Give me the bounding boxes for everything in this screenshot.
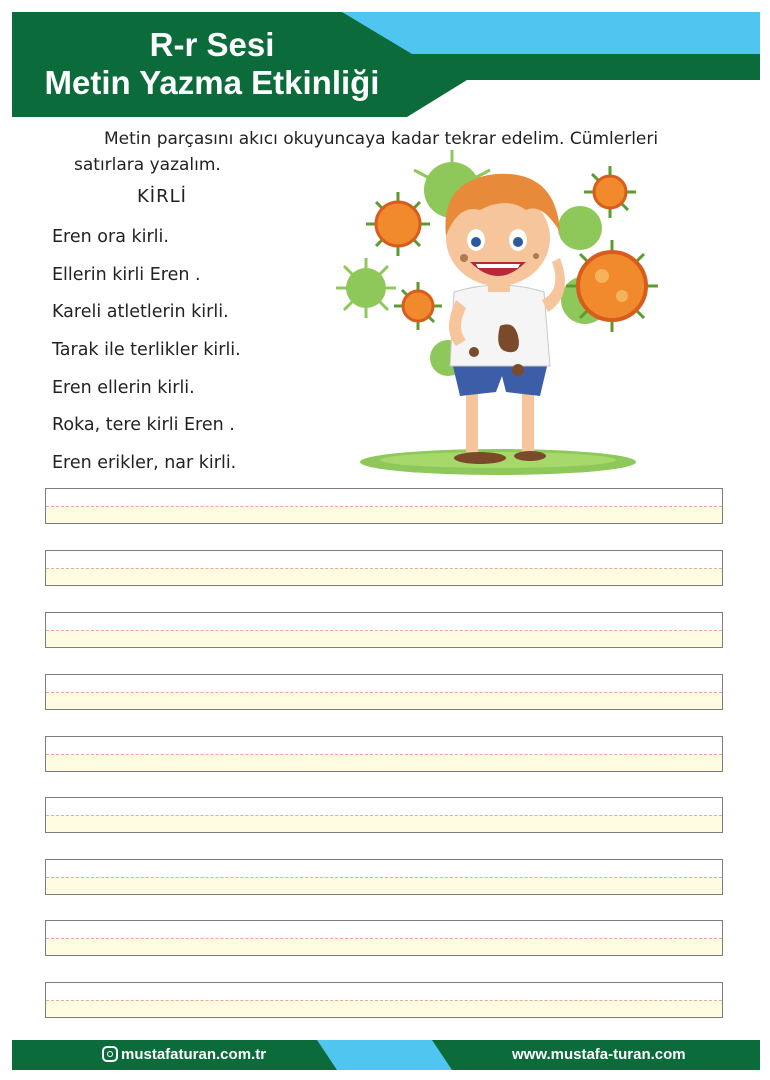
footer-website-link[interactable]: www.mustafa-turan.com bbox=[512, 1046, 686, 1063]
story-text bbox=[52, 223, 241, 487]
writing-line[interactable] bbox=[45, 488, 723, 524]
footer-banner bbox=[12, 1040, 760, 1070]
footer-instagram[interactable] bbox=[102, 1044, 266, 1066]
story-line: Eren ellerin kirli. bbox=[52, 377, 195, 398]
story-line: Roka, tere kirli Eren . bbox=[52, 415, 235, 436]
writing-line[interactable] bbox=[45, 859, 723, 895]
page-title-line-2: Metin Yazma Etkinliği bbox=[44, 64, 380, 101]
dirty-boy-with-germs-illustration bbox=[330, 140, 670, 485]
writing-line[interactable] bbox=[45, 982, 723, 1018]
story-line: Eren erikler, nar kirli. bbox=[52, 453, 237, 474]
writing-line[interactable] bbox=[45, 550, 723, 586]
instagram-icon bbox=[102, 1046, 118, 1062]
story-line: Kareli atletlerin kirli. bbox=[52, 302, 229, 323]
story-title: KİRLİ bbox=[137, 186, 187, 207]
writing-line[interactable] bbox=[45, 920, 723, 956]
writing-line[interactable] bbox=[45, 612, 723, 648]
instruction-text: Metin parçasını akıcı okuyuncaya kadar tekrar edelim. Cümlerleri satırlara yazalım. bbox=[74, 129, 659, 175]
story-line: Ellerin kirli Eren . bbox=[52, 264, 201, 285]
writing-line[interactable] bbox=[45, 797, 723, 833]
writing-line[interactable] bbox=[45, 736, 723, 772]
instagram-handle: mustafaturan.com.tr bbox=[121, 1046, 267, 1063]
story-line: Tarak ile terlikler kirli. bbox=[52, 340, 241, 361]
header-banner bbox=[12, 12, 760, 117]
writing-line[interactable] bbox=[45, 674, 723, 710]
page-title-line-1: R-r Sesi bbox=[149, 26, 275, 63]
story-line: Eren ora kirli. bbox=[52, 227, 169, 247]
